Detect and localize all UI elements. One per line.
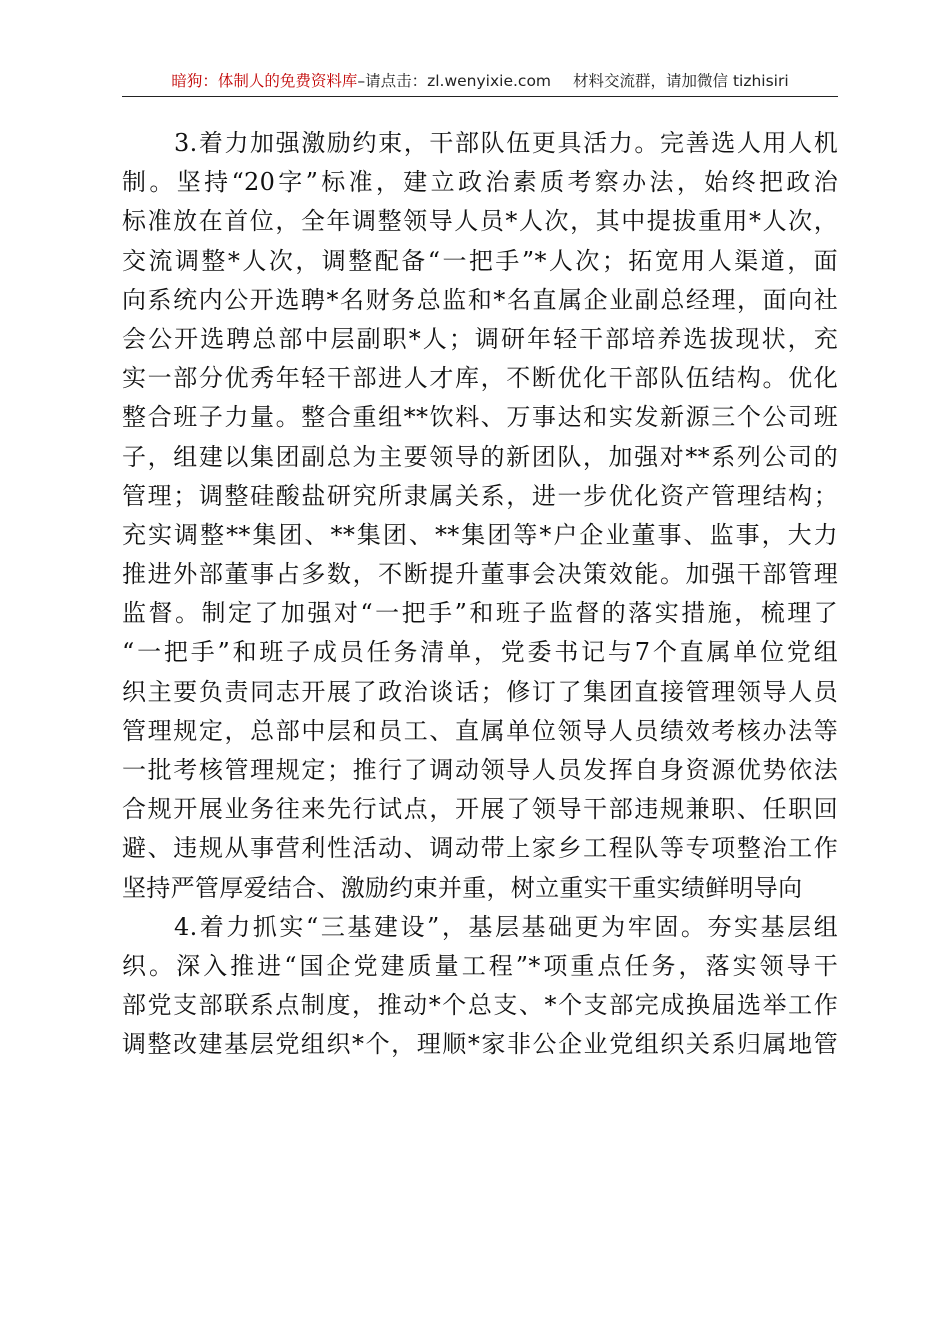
paragraph-3-line: 向系统内公开选聘*名财务总监和*名直属企业副总经理，面向社	[122, 285, 838, 314]
document-body	[122, 124, 838, 1065]
header-group-text: 材料交流群，请加微信 tizhisiri	[573, 72, 789, 90]
paragraph-4-line: 织。深入推进“国企党建质量工程”*项重点任务，落实领导干	[122, 951, 838, 980]
paragraph-3-line: 织主要负责同志开展了政治谈话；修订了集团直接管理领导人员	[122, 677, 838, 706]
paragraph-3-line: 推进外部董事占多数，不断提升董事会决策效能。加强干部管理	[122, 560, 838, 589]
paragraph-3-line: 制。坚持“20字”标准，建立政治素质考察办法，始终把政治	[122, 168, 838, 197]
paragraph-4-line: 调整改建基层党组织*个，理顺*家非公企业党组织关系归属地管	[122, 1030, 838, 1059]
paragraph-3-line: 标准放在首位，全年调整领导人员*人次，其中提拔重用*人次，	[122, 207, 838, 236]
paragraph-3-line: 实一部分优秀年轻干部进人才库，不断优化干部队伍结构。优化	[122, 364, 838, 393]
paragraph-3-line: 3.着力加强激励约束，干部队伍更具活力。完善选人用人机	[174, 129, 838, 157]
paragraph-3-line: 合规开展业务往来先行试点，开展了领导干部违规兼职、任职回	[122, 795, 838, 824]
paragraph-3-line: 管理规定，总部中层和员工、直属单位领导人员绩效考核办法等	[122, 716, 838, 745]
paragraph-4-line: 4.着力抓实“三基建设”，基层基础更为牢固。夯实基层组	[174, 912, 838, 941]
paragraph-3-line: 整合班子力量。整合重组**饮料、万事达和实发新源三个公司班	[122, 403, 838, 432]
paragraph-4-line: 部党支部联系点制度，推动*个总支、*个支部完成换届选举工作	[122, 991, 838, 1020]
paragraph-3-line: 子，组建以集团副总为主要领导的新团队，加强对**系列公司的	[122, 442, 838, 471]
header-link-prompt: –请点击：	[357, 72, 428, 90]
paragraph-3-line: 一批考核管理规定；推行了调动领导人员发挥自身资源优势依法	[122, 756, 838, 784]
paragraph-3-line: 会公开选聘总部中层副职*人；调研年轻干部培养选拔现状，充	[122, 324, 838, 353]
page-header	[122, 66, 838, 97]
paragraph-3-line: 充实调整**集团、**集团、**集团等*户企业董事、监事，大力	[122, 520, 838, 549]
paragraph-3-line: 监督。制定了加强对“一把手”和班子监督的落实措施，梳理了	[122, 599, 838, 628]
header-site-label: 暗狗：体制人的免费资料库	[171, 72, 358, 90]
paragraph-3-line: 避、违规从事营利性活动、调动带上家乡工程队等专项整治工作	[122, 834, 838, 863]
paragraph-3-line: 交流调整*人次，调整配备“一把手”*人次；拓宽用人渠道，面	[122, 246, 838, 275]
header-url-link[interactable]: zl.wenyixie.com	[427, 72, 552, 90]
paragraph-3-line: 坚持严管厚爱结合、激励约束并重，树立重实干重实绩鲜明导向	[122, 873, 803, 902]
paragraph-3-line: 管理；调整硅酸盐研究所隶属关系，进一步优化资产管理结构；	[122, 481, 838, 510]
paragraph-3-line: “一把手”和班子成员任务清单，党委书记与7个直属单位党组	[122, 638, 838, 667]
